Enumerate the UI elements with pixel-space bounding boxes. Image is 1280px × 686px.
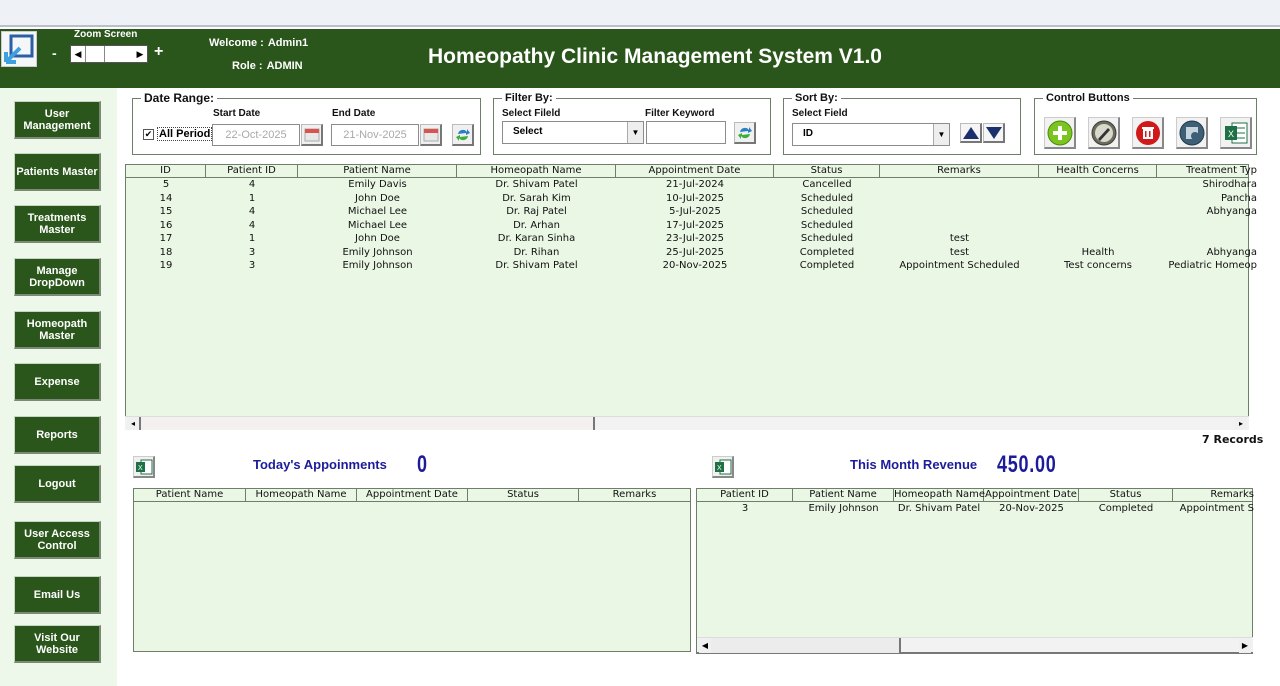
table-body xyxy=(697,502,1252,516)
table-cell[interactable]: test xyxy=(949,246,970,258)
export-today-excel-button[interactable] xyxy=(133,456,155,478)
table-cell[interactable]: 25-Jul-2025 xyxy=(665,246,724,258)
table-cell[interactable]: Completed xyxy=(799,246,855,258)
column-header[interactable]: Patient Name xyxy=(298,165,457,177)
table-body xyxy=(126,178,1257,273)
table-cell[interactable]: Completed xyxy=(1098,503,1154,514)
month-revenue-value: 450.00 xyxy=(997,451,1057,478)
column-header[interactable]: ID xyxy=(126,165,206,177)
arrow-down-icon xyxy=(986,127,1002,139)
window-restore-icon[interactable] xyxy=(1,31,37,67)
sidebar-item-user-access-control[interactable]: User Access Control xyxy=(14,521,101,559)
scroll-left-icon[interactable]: ◀ xyxy=(699,638,711,653)
welcome-user: Admin1 xyxy=(267,37,309,49)
table-cell[interactable] xyxy=(1157,219,1257,233)
table-cell[interactable]: Emily Davis xyxy=(348,179,407,190)
sidebar xyxy=(0,88,117,686)
plus-icon xyxy=(1047,120,1073,146)
column-header[interactable]: Patient Name xyxy=(793,489,894,501)
sort-field-select[interactable] xyxy=(792,123,950,146)
sidebar-item-visit-website[interactable]: Visit Our Website xyxy=(14,625,101,663)
column-header[interactable]: Remarks xyxy=(880,165,1039,177)
filter-group xyxy=(493,92,771,155)
zoom-right-arrow-icon[interactable]: ▶ xyxy=(136,48,144,59)
add-button[interactable] xyxy=(1044,117,1076,149)
table-header xyxy=(126,165,1257,178)
role-info xyxy=(228,60,303,72)
appointments-table xyxy=(125,164,1257,430)
filter-field-select[interactable] xyxy=(502,121,644,144)
table-row[interactable] xyxy=(697,502,1252,516)
column-header[interactable]: Health Concerns xyxy=(1039,165,1157,177)
scroll-right-icon[interactable]: ▸ xyxy=(1235,417,1247,430)
column-header[interactable]: Patient Name xyxy=(134,489,246,501)
sort-descending-button[interactable] xyxy=(983,123,1005,143)
welcome-label: Welcome : xyxy=(209,37,264,49)
revenue-table-hscrollbar[interactable] xyxy=(697,637,1253,654)
table-cell[interactable]: 18 xyxy=(159,246,173,258)
excel-icon xyxy=(1223,120,1249,146)
calendar-icon xyxy=(423,128,439,142)
table-cell[interactable]: Dr. Arhan xyxy=(513,219,560,231)
window-top-strip xyxy=(0,0,1280,27)
table-row[interactable] xyxy=(126,205,1257,219)
start-date-input[interactable]: 22-Oct-2025 xyxy=(212,124,300,146)
svg-text:X: X xyxy=(716,464,722,472)
table-cell[interactable] xyxy=(880,178,1039,192)
app-header xyxy=(0,29,1280,88)
column-header[interactable]: Patient ID xyxy=(206,165,298,177)
table-cell[interactable]: Michael Lee xyxy=(347,219,408,231)
table-cell[interactable]: 17-Jul-2025 xyxy=(665,219,724,231)
scroll-right-icon[interactable]: ▶ xyxy=(1239,638,1251,653)
column-header[interactable]: Treatment Typ xyxy=(1186,165,1257,176)
table-row[interactable] xyxy=(126,192,1257,206)
column-header[interactable]: Appointment Date xyxy=(616,165,774,177)
chevron-down-icon[interactable]: ▼ xyxy=(933,124,949,145)
table-cell[interactable]: Pancha xyxy=(1220,192,1257,204)
main-table-hscrollbar[interactable] xyxy=(125,416,1249,430)
table-row[interactable] xyxy=(126,246,1257,260)
svg-text:X: X xyxy=(137,464,143,472)
calendar-icon xyxy=(304,128,320,142)
excel-icon xyxy=(135,458,153,476)
table-row[interactable] xyxy=(126,219,1248,233)
record-count: 7 Records xyxy=(1202,433,1264,446)
filter-field-label: Select Fileld xyxy=(502,108,561,119)
table-cell[interactable]: 3 xyxy=(248,246,256,258)
table-row[interactable] xyxy=(126,259,1257,273)
zoom-out-button[interactable]: - xyxy=(52,45,57,61)
welcome-info xyxy=(205,37,308,49)
table-cell[interactable]: Pediatric Homeop xyxy=(1168,260,1257,271)
table-row[interactable] xyxy=(126,232,1248,246)
zoom-left-arrow-icon[interactable]: ◀ xyxy=(74,48,82,59)
table-cell[interactable] xyxy=(880,205,1039,219)
table-cell[interactable] xyxy=(1157,232,1257,246)
table-cell[interactable]: Dr. Shivam Patel xyxy=(495,179,578,190)
sidebar-item-homeopath-master[interactable]: Homeopath Master xyxy=(14,311,101,349)
today-appointments-label: Today's Appoinments xyxy=(253,457,387,472)
sort-legend: Sort By: xyxy=(792,92,841,104)
report-button[interactable] xyxy=(1176,117,1208,149)
table-cell[interactable]: John Doe xyxy=(355,233,400,244)
table-cell[interactable] xyxy=(1039,178,1157,192)
export-excel-button[interactable] xyxy=(1220,117,1252,149)
end-date-calendar-button[interactable] xyxy=(420,124,442,146)
table-cell[interactable]: 3 xyxy=(741,503,749,514)
table-cell[interactable]: 5-Jul-2025 xyxy=(669,206,721,217)
zoom-in-button[interactable]: + xyxy=(154,43,164,60)
arrow-up-icon xyxy=(963,127,979,139)
end-date-input[interactable]: 21-Nov-2025 xyxy=(331,124,419,146)
app-title: Homeopathy Clinic Management System V1.0 xyxy=(428,45,882,68)
table-cell[interactable]: 17 xyxy=(159,233,173,244)
filter-keyword-input[interactable] xyxy=(646,121,726,144)
table-cell[interactable]: Scheduled xyxy=(800,219,854,231)
table-cell[interactable]: 10-Jul-2025 xyxy=(665,192,724,204)
all-period-label: All Period xyxy=(159,128,211,140)
table-cell[interactable]: Michael Lee xyxy=(347,206,408,217)
revenue-table xyxy=(696,488,1253,654)
table-cell[interactable]: Dr. Raj Patel xyxy=(506,206,567,217)
today-appointments-count: 0 xyxy=(417,451,428,478)
chevron-down-icon[interactable]: ▼ xyxy=(627,122,643,143)
table-cell[interactable]: Completed xyxy=(799,260,855,271)
table-cell[interactable]: 20-Nov-2025 xyxy=(999,503,1064,514)
table-cell[interactable]: Emily Johnson xyxy=(808,503,879,514)
control-legend: Control Buttons xyxy=(1043,92,1133,104)
table-cell[interactable]: Dr. Rihan xyxy=(513,246,560,258)
column-header[interactable]: Homeopath Name xyxy=(894,489,986,500)
table-cell[interactable] xyxy=(1039,192,1157,206)
scroll-thumb[interactable] xyxy=(139,417,595,430)
month-revenue-label: This Month Revenue xyxy=(850,457,978,472)
role-label: Role : xyxy=(232,60,263,72)
table-cell[interactable]: Dr. Shivam Patel xyxy=(897,503,981,514)
start-date-label: Start Date xyxy=(213,108,261,119)
filter-keyword-label: Filter Keyword xyxy=(645,108,715,119)
table-cell[interactable]: 3 xyxy=(248,260,256,271)
table-cell[interactable]: John Doe xyxy=(355,192,400,204)
sidebar-item-expense[interactable]: Expense xyxy=(14,363,101,401)
sort-field-label: Select Field xyxy=(792,108,848,119)
table-cell[interactable] xyxy=(1039,219,1157,233)
table-cell[interactable] xyxy=(1039,232,1157,246)
table-cell[interactable]: Dr. Shivam Patel xyxy=(495,260,578,271)
role-value: ADMIN xyxy=(266,60,303,72)
table-cell[interactable]: 20-Nov-2025 xyxy=(662,260,728,271)
table-header xyxy=(697,489,1252,502)
date-refresh-button[interactable] xyxy=(452,124,474,146)
excel-icon xyxy=(714,458,732,476)
sidebar-item-reports[interactable]: Reports xyxy=(14,416,101,454)
table-row[interactable] xyxy=(126,178,1257,192)
date-range-group xyxy=(132,91,481,155)
trash-icon xyxy=(1135,120,1161,146)
table-cell[interactable]: Abhyanga xyxy=(1206,206,1257,217)
date-range-legend: Date Range: xyxy=(141,91,217,105)
table-cell[interactable]: Dr. Sarah Kim xyxy=(502,192,571,204)
table-cell[interactable]: Shirodhara xyxy=(1202,179,1257,190)
edit-button[interactable] xyxy=(1088,117,1120,149)
table-cell[interactable]: 15 xyxy=(159,206,173,217)
column-header[interactable]: Homeopath Name xyxy=(457,165,616,177)
table-cell[interactable]: Cancelled xyxy=(802,179,852,190)
control-buttons-group xyxy=(1034,92,1257,155)
table-cell[interactable]: 14 xyxy=(159,192,173,204)
table-cell[interactable]: 4 xyxy=(248,206,256,217)
table-cell[interactable] xyxy=(1039,205,1157,219)
table-cell[interactable]: Emily Johnson xyxy=(342,260,413,271)
refresh-icon xyxy=(455,127,471,143)
table-cell[interactable]: Health xyxy=(1081,246,1115,258)
zoom-slider-track[interactable] xyxy=(105,46,133,62)
table-cell[interactable]: Scheduled xyxy=(800,233,854,244)
column-header[interactable]: Status xyxy=(1079,489,1173,501)
sidebar-item-manage-dropdown[interactable]: Manage DropDown xyxy=(14,258,101,296)
all-period-checkbox[interactable] xyxy=(143,127,212,141)
table-cell[interactable]: 4 xyxy=(248,179,256,190)
table-cell[interactable]: 5 xyxy=(162,179,170,190)
table-header xyxy=(134,489,690,502)
delete-button[interactable] xyxy=(1132,117,1164,149)
table-cell[interactable]: Dr. Karan Sinha xyxy=(497,233,576,244)
table-cell[interactable]: 19 xyxy=(159,260,173,271)
report-icon xyxy=(1179,120,1205,146)
table-cell[interactable]: 16 xyxy=(159,219,173,231)
scroll-thumb[interactable] xyxy=(711,638,901,653)
sidebar-item-logout[interactable]: Logout xyxy=(14,465,101,503)
refresh-icon xyxy=(737,125,753,141)
zoom-slider[interactable] xyxy=(70,45,148,63)
column-header[interactable]: Patient ID xyxy=(697,489,793,501)
start-date-calendar-button[interactable] xyxy=(301,124,323,146)
table-cell[interactable]: Emily Johnson xyxy=(342,246,413,258)
column-header[interactable]: Appointment Date xyxy=(357,489,468,501)
export-revenue-excel-button[interactable] xyxy=(712,456,734,478)
today-appointments-table xyxy=(133,488,691,652)
scroll-left-icon[interactable]: ◂ xyxy=(127,417,139,430)
table-cell[interactable]: Test concerns xyxy=(1064,260,1132,271)
sort-group xyxy=(783,92,1021,155)
filter-refresh-button[interactable] xyxy=(734,122,756,144)
zoom-slider-thumb[interactable] xyxy=(85,46,105,62)
pencil-icon xyxy=(1091,120,1117,146)
checkbox-check-icon[interactable]: ✔ xyxy=(144,128,153,139)
table-cell[interactable] xyxy=(880,192,1039,206)
table-cell[interactable]: Abhyanga xyxy=(1206,246,1257,258)
filter-field-value: Select xyxy=(513,126,543,137)
filter-legend: Filter By: xyxy=(502,92,556,104)
table-cell[interactable]: Appointment S xyxy=(1179,503,1254,514)
column-header[interactable]: Remarks xyxy=(612,489,657,500)
table-cell[interactable]: 4 xyxy=(248,219,256,231)
table-cell[interactable]: Scheduled xyxy=(800,192,854,204)
end-date-label: End Date xyxy=(332,108,376,119)
column-header[interactable]: Status xyxy=(468,489,579,501)
column-header[interactable]: Status xyxy=(774,165,880,177)
column-header[interactable]: Remarks xyxy=(1210,489,1254,500)
sidebar-item-email-us[interactable]: Email Us xyxy=(14,576,101,614)
sidebar-item-user-management[interactable]: User Management xyxy=(14,101,101,139)
table-cell[interactable]: 21-Jul-2024 xyxy=(665,179,724,190)
column-header[interactable]: Appointment Date xyxy=(984,489,1079,501)
table-cell[interactable]: test xyxy=(949,233,970,244)
table-cell[interactable]: Appointment Scheduled xyxy=(899,260,1020,271)
zoom-screen-label: Zoom Screen xyxy=(74,29,138,40)
column-header[interactable]: Homeopath Name xyxy=(246,489,357,501)
sidebar-item-patients-master[interactable]: Patients Master xyxy=(14,153,101,191)
table-cell[interactable]: 23-Jul-2025 xyxy=(665,233,724,244)
svg-text:X: X xyxy=(1227,128,1234,139)
table-cell[interactable]: Scheduled xyxy=(800,206,854,217)
table-cell[interactable]: 1 xyxy=(248,233,256,244)
table-cell[interactable]: 1 xyxy=(248,192,256,204)
table-cell[interactable] xyxy=(880,219,1039,233)
sort-ascending-button[interactable] xyxy=(960,123,982,143)
sidebar-item-treatments-master[interactable]: Treatments Master xyxy=(14,205,101,243)
sort-field-value: ID xyxy=(803,128,813,139)
